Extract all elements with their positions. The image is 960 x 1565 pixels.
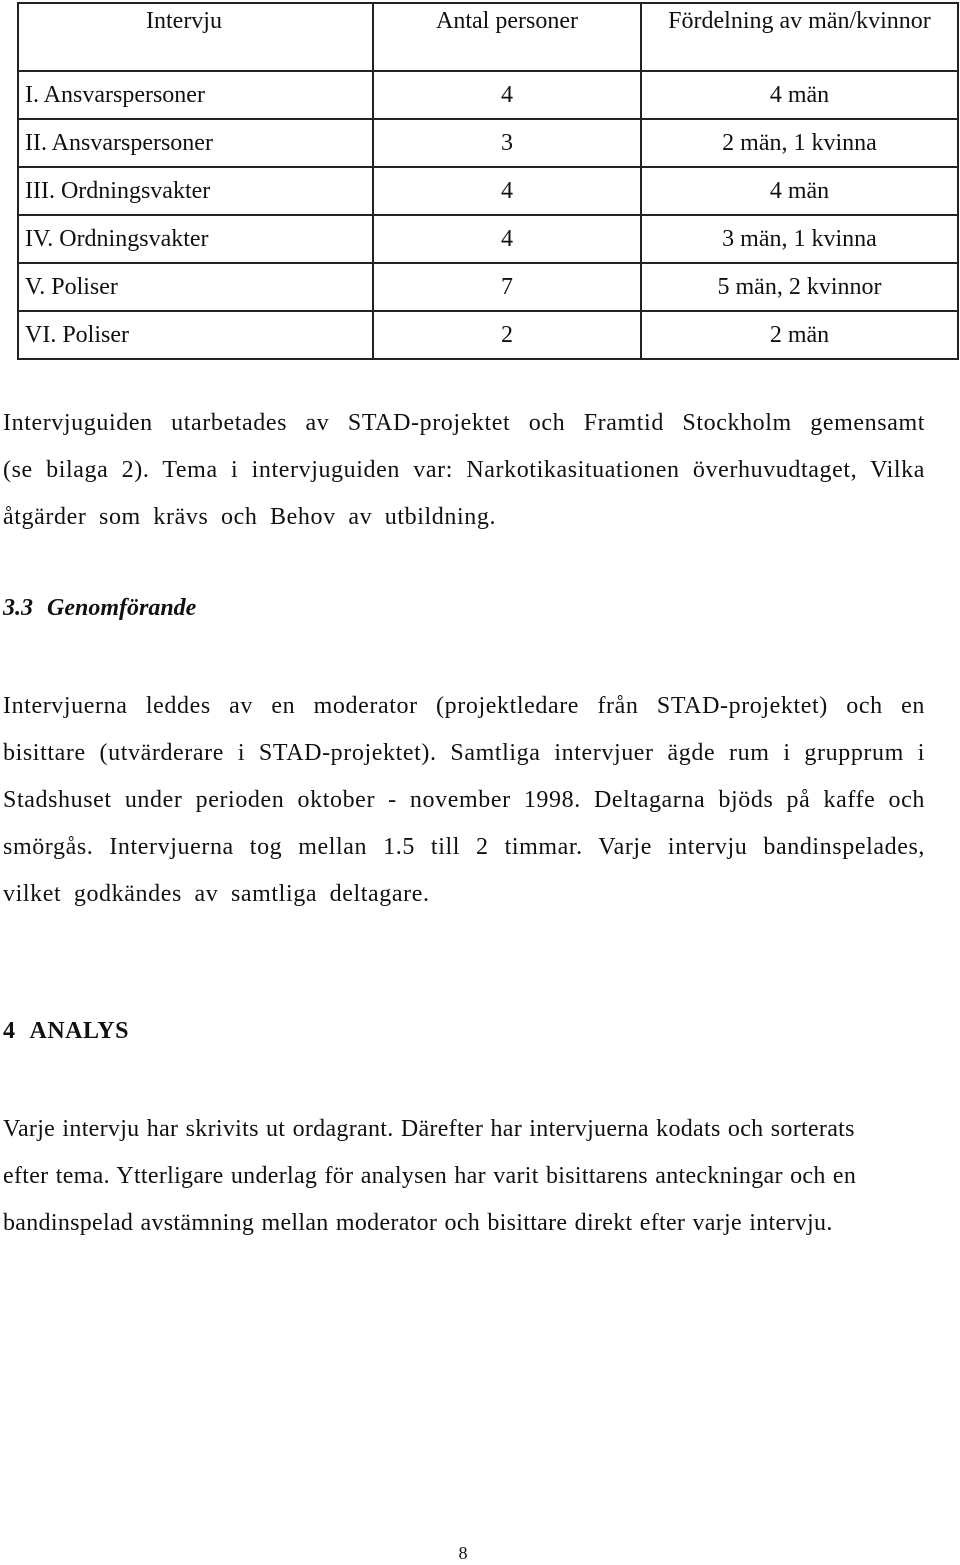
row-count: 4 [373,215,641,263]
table-row [18,119,958,167]
section-number: 4 [3,1018,16,1044]
analys-paragraph: Varje intervju har skrivits ut ordagrant. Därefter har intervjuerna kodats och sorterats efter tema. Ytterligare underlag för analysen har varit bisittarens anteckningar och en bandinspelad avstämning mellan moderator och bisittare direkt efter varje intervju. [3,1116,857,1236]
page-number: 8 [458,1543,468,1563]
row-gender: 2 män, 1 kvinna [641,119,958,167]
section-heading-4 [3,1018,129,1045]
table-row [18,263,958,311]
section-number: 3.3 [3,595,33,621]
table-header-row [18,3,958,71]
header-antal-personer: Antal personer [373,3,641,71]
row-gender: 4 män [641,71,958,119]
table-header [18,3,958,71]
section-title: ANALYS [29,1018,129,1044]
genomforande-paragraph: Intervjuerna leddes av en moderator (projektledare från STAD-projektet) och en bisittare (utvärderare i STAD-projektet). Samtliga intervjuer ägde rum i grupprum i Stadshuset under perioden oktober - november 1998. Deltagarna bjöds på kaffe och smörgås. Intervjuerna tog mellan 1.5 till 2 timmar. Varje intervju bandinspelades, vilket godkändes av samtliga deltagare. [3,693,925,907]
row-group: V. Poliser [18,263,373,311]
row-count: 2 [373,311,641,359]
header-fordelning: Fördelning av män/kvinnor [641,3,958,71]
header-intervju: Intervju [18,3,373,71]
row-count: 7 [373,263,641,311]
table-row [18,311,958,359]
row-group: II. Ansvarspersoner [18,119,373,167]
table-row [18,71,958,119]
row-group: IV. Ordningsvakter [18,215,373,263]
row-gender: 3 män, 1 kvinna [641,215,958,263]
row-group: III. Ordningsvakter [18,167,373,215]
intro-paragraph: Intervjuguiden utarbetades av STAD-projektet och Framtid Stockholm gemensamt (se bilaga 2). Tema i intervjuguiden var: Narkotikasituationen överhuvudtaget, Vilka åtgärder som krävs och Behov av utbildning. [3,410,925,530]
table-row [18,167,958,215]
row-group: VI. Poliser [18,311,373,359]
section-title: Genomförande [47,595,197,621]
row-gender: 4 män [641,167,958,215]
interview-table [17,2,959,360]
table-body [18,71,958,359]
row-count: 4 [373,71,641,119]
row-count: 4 [373,167,641,215]
row-gender: 5 män, 2 kvinnor [641,263,958,311]
section-heading-3-3 [3,595,196,622]
row-count: 3 [373,119,641,167]
row-group: I. Ansvarspersoner [18,71,373,119]
row-gender: 2 män [641,311,958,359]
table-row [18,215,958,263]
